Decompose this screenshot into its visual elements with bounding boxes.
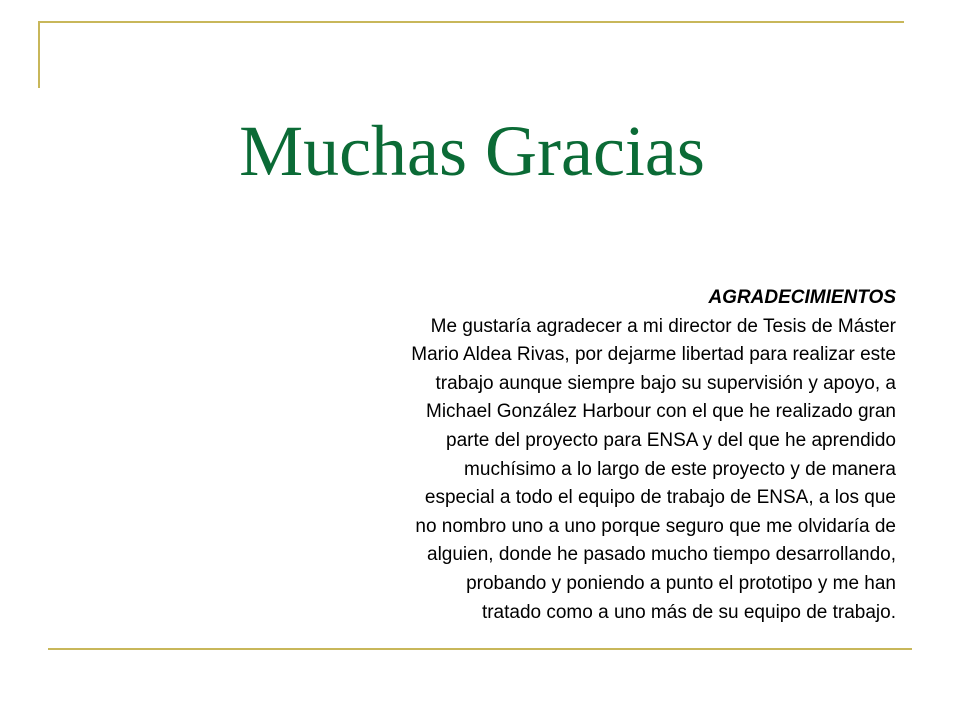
acknowledgements-line: Michael González Harbour con el que he realizado gran bbox=[426, 401, 896, 423]
acknowledgements-line: especial a todo el equipo de trabajo de ENSA, a los que bbox=[424, 487, 896, 509]
top-rule bbox=[40, 21, 904, 23]
left-rule bbox=[38, 21, 40, 88]
acknowledgements-block bbox=[240, 284, 896, 627]
acknowledgements-heading: AGRADECIMIENTOS bbox=[708, 287, 896, 308]
acknowledgements-line: Me gustaría agradecer a mi director de Tesis de Máster bbox=[430, 315, 896, 337]
bottom-rule bbox=[48, 648, 912, 650]
slide-title: Muchas Gracias bbox=[239, 111, 705, 191]
acknowledgements-line: probando y poniendo a punto el prototipo y me han bbox=[466, 572, 896, 594]
acknowledgements-line: muchísimo a lo largo de este proyecto y de manera bbox=[464, 458, 896, 480]
acknowledgements-line: trabajo aunque siempre bajo su supervisión y apoyo, a bbox=[435, 372, 896, 394]
acknowledgements-line: alguien, donde he pasado mucho tiempo desarrollando, bbox=[427, 544, 896, 566]
acknowledgements-line: tratado como a uno más de su equipo de trabajo. bbox=[481, 601, 896, 623]
acknowledgements-line: Mario Aldea Rivas, por dejarme libertad para realizar este bbox=[411, 344, 896, 366]
acknowledgements-line: parte del proyecto para ENSA y del que he aprendido bbox=[446, 429, 896, 451]
acknowledgements-line: no nombro uno a uno porque seguro que me olvidaría de bbox=[415, 515, 896, 537]
